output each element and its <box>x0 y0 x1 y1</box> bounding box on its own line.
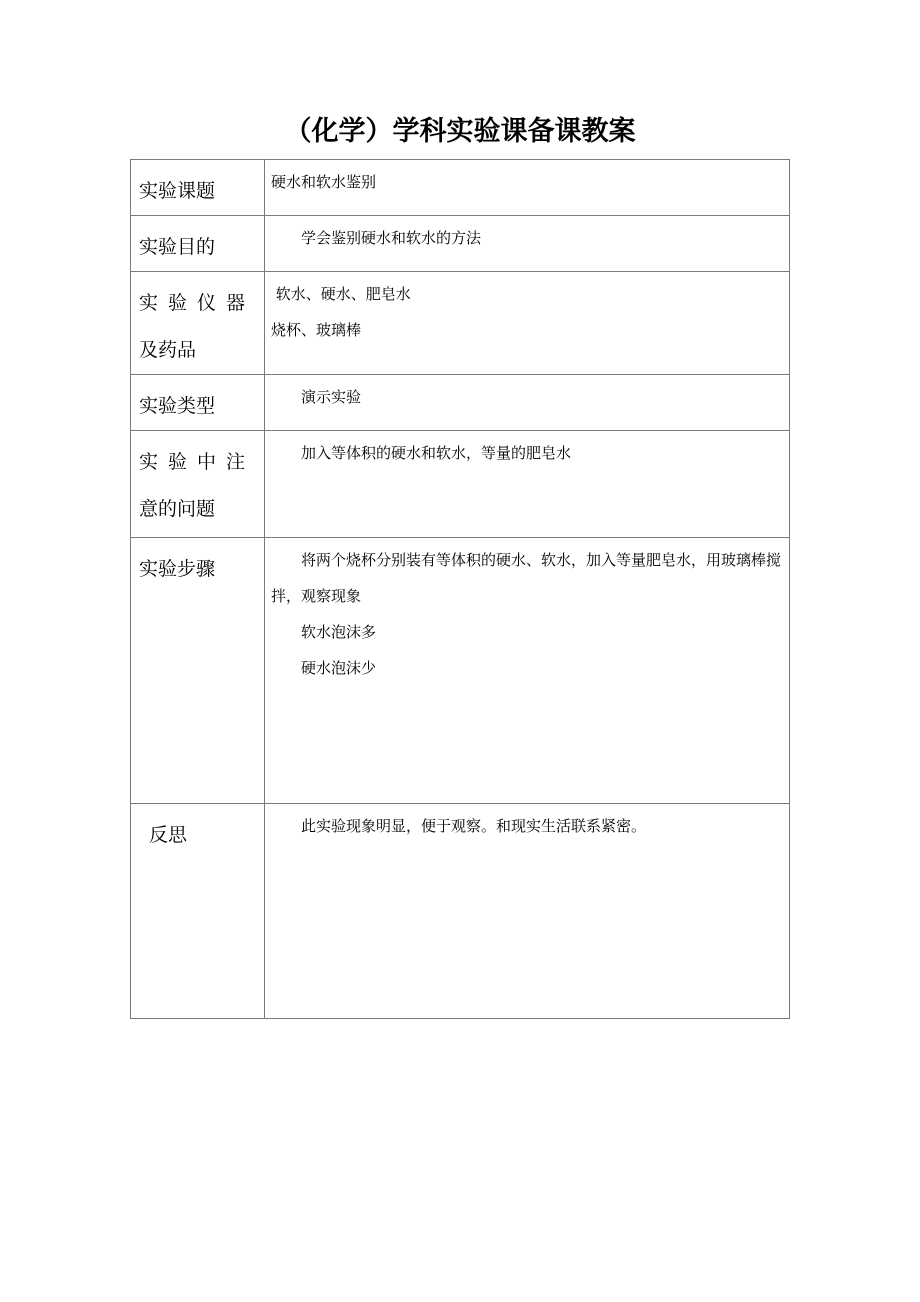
row-label-equipment <box>131 272 265 375</box>
table-row <box>131 216 790 272</box>
table-row <box>131 538 790 804</box>
document-title: （化学）学科实验课备课教案 <box>284 116 636 147</box>
row-content-steps <box>265 538 790 804</box>
content-line: 将两个烧杯分别装有等体积的硬水、软水，加入等量肥皂水，用玻璃棒搅拌，观察现象 <box>271 551 782 605</box>
content-line: 硬水泡沫少 <box>301 659 377 677</box>
row-label-notes <box>131 431 265 538</box>
content-line: 演示实验 <box>301 388 362 406</box>
label-line: 实验中注 <box>139 451 256 473</box>
content-line: 此实验现象明显，便于观察。和现实生活联系紧密。 <box>301 817 647 835</box>
row-content-topic <box>265 160 790 216</box>
lesson-plan-table <box>130 159 790 1019</box>
content-line: 软水、硬水、肥皂水 <box>271 285 411 303</box>
row-label-steps: 实验步骤 <box>131 538 265 804</box>
content-line: 烧杯、玻璃棒 <box>271 321 362 339</box>
content-line: 学会鉴别硬水和软水的方法 <box>301 229 482 247</box>
row-label-topic: 实验课题 <box>131 160 265 216</box>
row-label-purpose: 实验目的 <box>131 216 265 272</box>
row-label-reflection: 反思 <box>131 804 265 1019</box>
label-line: 意的问题 <box>139 498 216 520</box>
content-line: 加入等体积的硬水和软水，等量的肥皂水 <box>301 444 572 462</box>
row-label-type: 实验类型 <box>131 375 265 431</box>
row-content-type <box>265 375 790 431</box>
label-line: 实验仪器 <box>139 292 256 314</box>
label-line: 及药品 <box>139 339 197 361</box>
table-row <box>131 804 790 1019</box>
row-content-purpose <box>265 216 790 272</box>
table-row <box>131 272 790 375</box>
table-row <box>131 431 790 538</box>
content-line: 硬水和软水鉴别 <box>271 173 377 191</box>
row-content-notes <box>265 431 790 538</box>
table-row <box>131 160 790 216</box>
row-content-equipment <box>265 272 790 375</box>
table-row <box>131 375 790 431</box>
content-line: 软水泡沫多 <box>301 623 377 641</box>
row-content-reflection <box>265 804 790 1019</box>
